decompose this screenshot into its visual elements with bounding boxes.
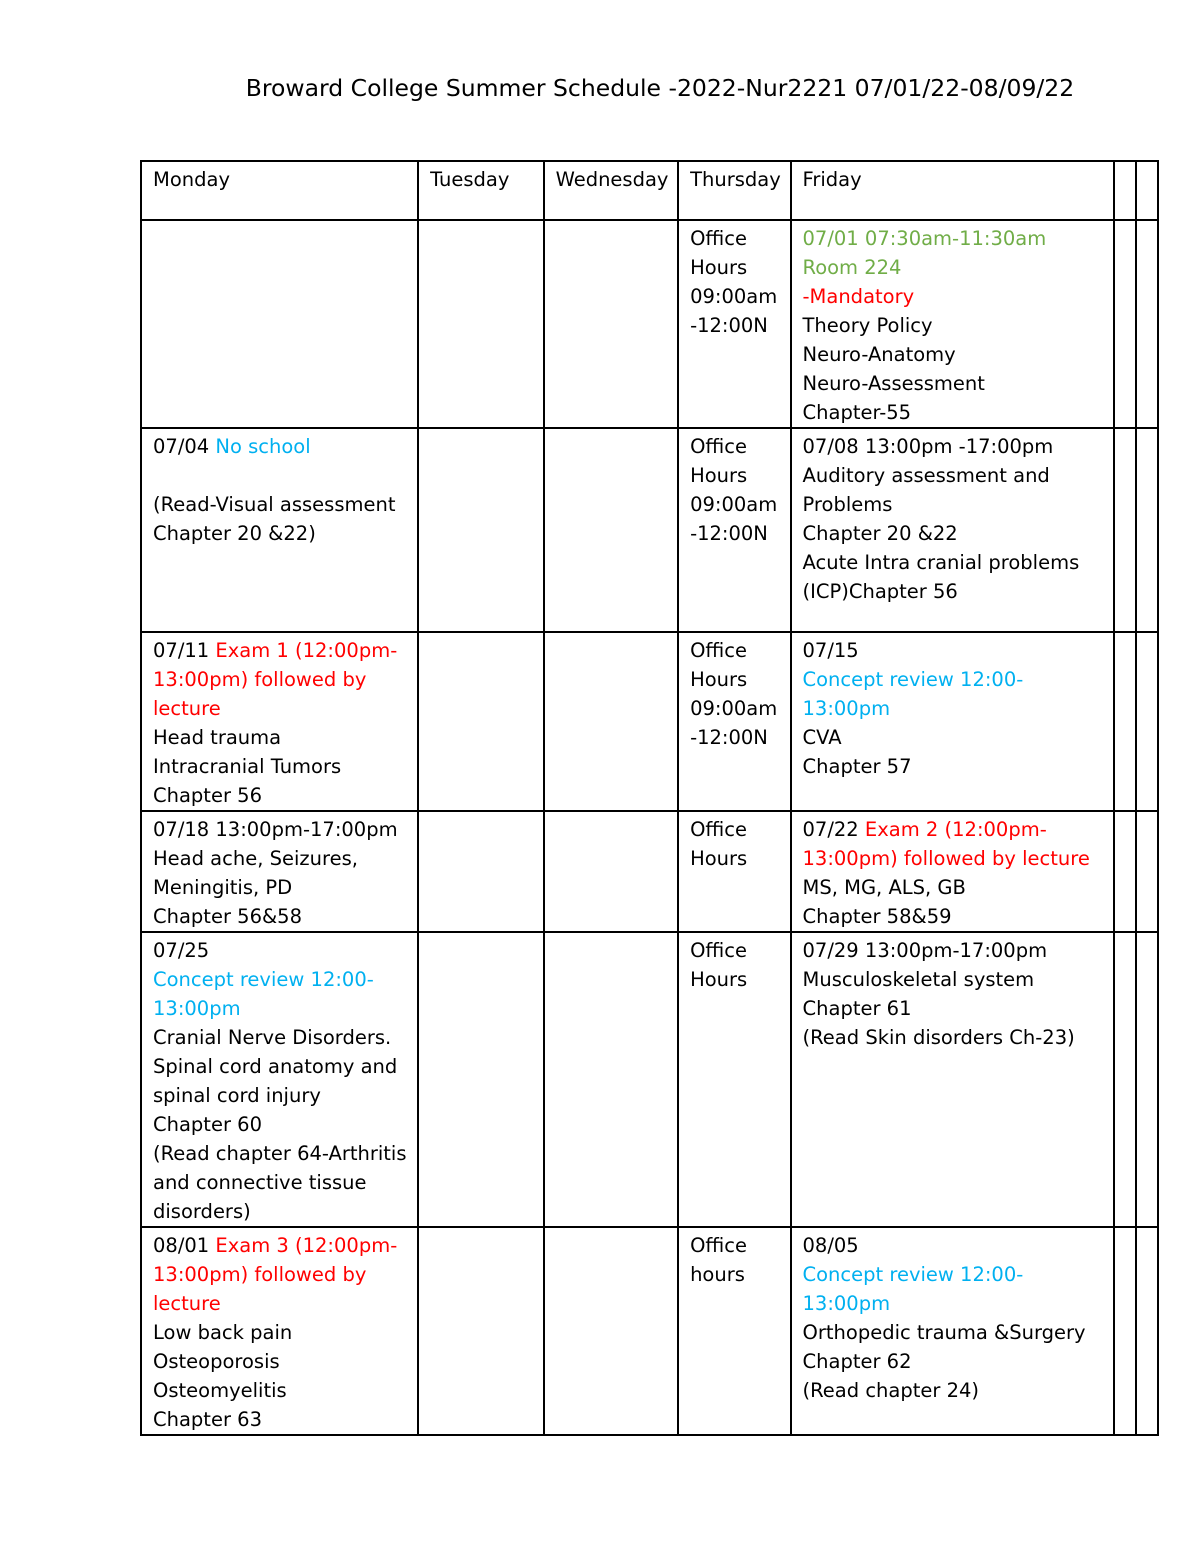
monday-line: Osteomyelitis (153, 1379, 287, 1402)
thursday-line: 09:00am (690, 493, 778, 516)
empty-cell (1136, 811, 1158, 932)
empty-cell (1114, 1227, 1136, 1435)
monday-line: Chapter 56 (153, 784, 262, 807)
week-row (141, 632, 1158, 811)
empty-cell (1114, 161, 1136, 220)
schedule-table (140, 160, 1159, 1436)
empty-cell (1136, 161, 1158, 220)
highlight-text: No school (215, 435, 311, 458)
thursday-line: Hours (690, 847, 748, 870)
tuesday-cell (418, 932, 543, 1227)
monday-line: Chapter 56&58 (153, 905, 302, 928)
friday-line: Neuro-Assessment (802, 372, 985, 395)
friday-cell (791, 428, 1114, 632)
thursday-line: -12:00N (690, 314, 768, 337)
friday-line: Chapter 58&59 (802, 905, 952, 928)
monday-line: Chapter 60 (153, 1113, 262, 1136)
friday-line: Concept review 12:00-13:00pm (802, 1263, 1024, 1315)
thursday-line: Office (690, 1234, 747, 1257)
monday-line: 07/18 13:00pm-17:00pm (153, 818, 398, 841)
tuesday-cell (418, 811, 543, 932)
monday-line: Chapter 63 (153, 1408, 262, 1431)
monday-cell (141, 1227, 418, 1435)
friday-line: Chapter 61 (802, 997, 912, 1020)
friday-line: (Read Skin disorders Ch-23) (802, 1026, 1075, 1049)
thursday-line: -12:00N (690, 522, 768, 545)
monday-line: Concept review 12:00-13:00pm (153, 968, 374, 1020)
monday-line: (Read-Visual assessment Chapter 20 &22) (153, 493, 396, 545)
week-row (141, 220, 1158, 428)
wednesday-cell (544, 1227, 679, 1435)
friday-line: Acute Intra cranial problems (ICP)Chapter 56 (802, 551, 1080, 603)
friday-cell (791, 811, 1114, 932)
week-row (141, 811, 1158, 932)
friday-line: 07/01 07:30am-11:30am Room 224 (802, 227, 1047, 279)
header-wednesday: Wednesday (544, 161, 679, 220)
monday-line: 07/25 (153, 939, 210, 962)
thursday-cell (678, 220, 790, 428)
empty-cell (1136, 632, 1158, 811)
thursday-cell (678, 428, 790, 632)
thursday-line: Hours (690, 256, 748, 279)
thursday-cell (678, 932, 790, 1227)
monday-line: Head trauma (153, 726, 282, 749)
monday-cell (141, 811, 418, 932)
thursday-cell (678, 1227, 790, 1435)
wednesday-cell (544, 811, 679, 932)
header-monday: Monday (141, 161, 418, 220)
header-row (141, 161, 1158, 220)
friday-line: Neuro-Anatomy (802, 343, 956, 366)
monday-line: Low back pain (153, 1321, 293, 1344)
thursday-line: Office (690, 227, 747, 250)
empty-cell (1136, 428, 1158, 632)
empty-cell (1114, 632, 1136, 811)
thursday-line: -12:00N (690, 726, 768, 749)
week-row (141, 932, 1158, 1227)
document-title: Broward College Summer Schedule -2022-Nur2221 07/01/22-08/09/22 (245, 74, 1075, 102)
thursday-line: Office (690, 639, 747, 662)
thursday-line: 09:00am (690, 285, 778, 308)
friday-line: Orthopedic trauma &Surgery (802, 1321, 1086, 1344)
date-text: 07/04 (153, 435, 216, 458)
empty-cell (1114, 428, 1136, 632)
friday-line: Chapter 20 &22 (802, 522, 958, 545)
wednesday-cell (544, 220, 679, 428)
friday-line: (Read chapter 24) (802, 1379, 980, 1402)
highlight-text: Exam 3 (12:00pm-13:00pm) followed by lecture (153, 1234, 398, 1315)
highlight-text: Exam 2 (12:00pm-13:00pm) followed by lecture (802, 818, 1090, 870)
thursday-line: Hours (690, 668, 748, 691)
monday-line: Spinal cord anatomy and spinal cord injury (153, 1055, 398, 1107)
friday-line: 07/15 (802, 639, 859, 662)
monday-line: (Read chapter 64-Arthritis and connective tissue disorders) (153, 1142, 407, 1223)
thursday-line: Hours (690, 464, 748, 487)
blank-line (153, 461, 407, 490)
friday-cell (791, 220, 1114, 428)
monday-line (153, 432, 407, 461)
monday-line (153, 1231, 407, 1318)
monday-cell (141, 428, 418, 632)
monday-line: Cranial Nerve Disorders. (153, 1026, 392, 1049)
thursday-line: Office (690, 939, 747, 962)
monday-line: Head ache, Seizures, Meningitis, PD (153, 847, 358, 899)
friday-line (803, 815, 1103, 873)
friday-cell (791, 632, 1114, 811)
friday-line: MS, MG, ALS, GB (802, 876, 966, 899)
friday-line: Chapter 57 (802, 755, 912, 778)
friday-line: 07/29 13:00pm-17:00pm (802, 939, 1048, 962)
week-row (141, 428, 1158, 632)
thursday-line: Office (690, 818, 747, 841)
date-text: 07/22 (802, 818, 865, 841)
friday-line: Theory Policy (802, 314, 933, 337)
monday-line: Intracranial Tumors (153, 755, 342, 778)
date-text: 07/11 (153, 639, 216, 662)
friday-line: Chapter-55 (802, 401, 912, 424)
wednesday-cell (544, 932, 679, 1227)
monday-line: Osteoporosis (153, 1350, 280, 1373)
monday-cell (141, 220, 418, 428)
tuesday-cell (418, 428, 543, 632)
thursday-line: Hours (690, 968, 748, 991)
date-text: 08/01 (153, 1234, 216, 1257)
empty-cell (1136, 1227, 1158, 1435)
header-tuesday: Tuesday (418, 161, 543, 220)
monday-cell (141, 932, 418, 1227)
tuesday-cell (418, 632, 543, 811)
thursday-cell (678, 811, 790, 932)
tuesday-cell (418, 220, 543, 428)
empty-cell (1114, 932, 1136, 1227)
header-thursday: Thursday (678, 161, 790, 220)
friday-line: Musculoskeletal system (802, 968, 1035, 991)
friday-line: Chapter 62 (802, 1350, 912, 1373)
empty-cell (1136, 220, 1158, 428)
friday-line: Auditory assessment and Problems (802, 464, 1050, 516)
friday-cell (791, 932, 1114, 1227)
empty-cell (1114, 811, 1136, 932)
friday-line: CVA (802, 726, 842, 749)
wednesday-cell (544, 428, 679, 632)
thursday-line: Office (690, 435, 747, 458)
friday-line: Concept review 12:00-13:00pm (802, 668, 1024, 720)
wednesday-cell (544, 632, 679, 811)
empty-cell (1114, 220, 1136, 428)
thursday-line: hours (690, 1263, 745, 1286)
highlight-text: Exam 1 (12:00pm-13:00pm) followed by lecture (153, 639, 398, 720)
tuesday-cell (418, 1227, 543, 1435)
monday-line (153, 636, 407, 723)
empty-cell (1136, 932, 1158, 1227)
header-friday: Friday (791, 161, 1114, 220)
friday-line: 08/05 (802, 1234, 859, 1257)
thursday-line: 09:00am (690, 697, 778, 720)
friday-line: 07/08 13:00pm -17:00pm (802, 435, 1054, 458)
monday-cell (141, 632, 418, 811)
week-row (141, 1227, 1158, 1435)
friday-cell (791, 1227, 1114, 1435)
thursday-cell (678, 632, 790, 811)
friday-line: -Mandatory (802, 285, 915, 308)
